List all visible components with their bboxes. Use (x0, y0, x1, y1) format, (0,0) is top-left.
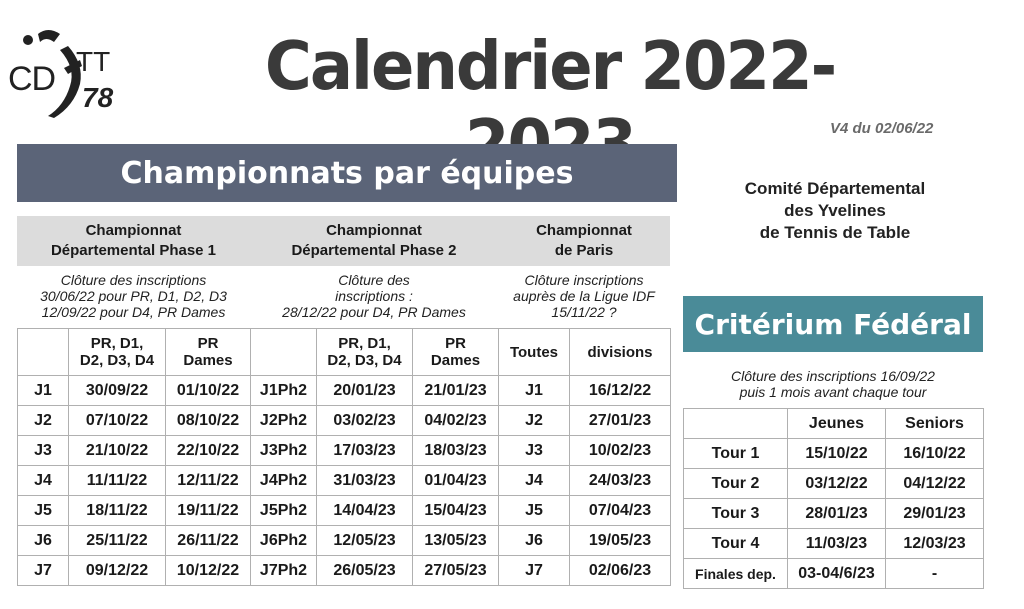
table-cell: 25/11/22 (69, 526, 166, 556)
column-header: PR Dames (413, 329, 499, 376)
note-line: Clôture des inscriptions 16/09/22 (731, 368, 935, 384)
note-paris (498, 272, 670, 320)
section-header-phase2 (250, 216, 498, 266)
column-header: PR, D1, D2, D3, D4 (69, 329, 166, 376)
table-cell: 12/11/22 (166, 466, 251, 496)
page-title: Calendrier 2022- (264, 28, 836, 106)
table-row (18, 526, 671, 556)
table-cell: 15/10/22 (788, 439, 886, 469)
table-cell: 14/04/23 (317, 496, 413, 526)
column-header: PR Dames (166, 329, 251, 376)
logo-cd-text: CD (8, 60, 56, 98)
table-cell: 03/12/22 (788, 469, 886, 499)
table-cell: 10/12/22 (166, 556, 251, 586)
table-cell: 27/01/23 (570, 406, 671, 436)
table-row (18, 556, 671, 586)
table-cell: 24/03/23 (570, 466, 671, 496)
table-cell: 11/11/22 (69, 466, 166, 496)
table-cell: 07/04/23 (570, 496, 671, 526)
table-cell: 12/05/23 (317, 526, 413, 556)
table-cell: 28/01/23 (788, 499, 886, 529)
table-cell: - (886, 559, 984, 589)
table-cell: 27/05/23 (413, 556, 499, 586)
table-cell: 04/02/23 (413, 406, 499, 436)
logo-tt-text: TT (76, 46, 111, 77)
table-row (684, 529, 984, 559)
criterium-schedule-table (683, 408, 984, 589)
cdtt78-logo (8, 28, 128, 118)
section-header-line: Départemental Phase 2 (291, 242, 457, 259)
table-cell: 13/05/23 (413, 526, 499, 556)
comite-line: de Tennis de Table (759, 223, 911, 242)
table-cell: J4 (499, 466, 570, 496)
table-cell: J1 (18, 376, 69, 406)
table-cell: Tour 1 (684, 439, 788, 469)
table-cell: 08/10/22 (166, 406, 251, 436)
table-cell: 21/10/22 (69, 436, 166, 466)
table-cell: J2 (18, 406, 69, 436)
column-header: divisions (570, 329, 671, 376)
table-cell: 15/04/23 (413, 496, 499, 526)
note-phase1 (17, 272, 250, 320)
note-line: 12/09/22 pour D4, PR Dames (41, 304, 226, 320)
table-row (684, 499, 984, 529)
table-cell: 29/01/23 (886, 499, 984, 529)
table-cell: 26/05/23 (317, 556, 413, 586)
table-cell: J5 (499, 496, 570, 526)
table-cell: 10/02/23 (570, 436, 671, 466)
note-line: Clôture des inscriptions (60, 272, 207, 288)
comite-line: des Yvelines (784, 201, 886, 220)
table-cell: 21/01/23 (413, 376, 499, 406)
table-cell: 16/10/22 (886, 439, 984, 469)
table-row (684, 559, 984, 589)
note-line: Clôture des (338, 272, 410, 288)
table-cell: J4 (18, 466, 69, 496)
table-row (18, 496, 671, 526)
table-row (18, 436, 671, 466)
note-line: puis 1 mois avant chaque tour (739, 384, 927, 400)
table-cell: 04/12/22 (886, 469, 984, 499)
table-cell: J2Ph2 (251, 406, 317, 436)
note-criterium (683, 368, 983, 400)
table-row (18, 466, 671, 496)
table-cell: Finales dep. (684, 559, 788, 589)
table-cell: 31/03/23 (317, 466, 413, 496)
section-header-line: Championnat (85, 222, 182, 239)
table-cell: 19/05/23 (570, 526, 671, 556)
table-cell: 11/03/23 (788, 529, 886, 559)
banner-championnats-equipes: Championnats par équipes (17, 144, 677, 202)
table-row (684, 439, 984, 469)
table-cell: 19/11/22 (166, 496, 251, 526)
table-row (18, 406, 671, 436)
table-cell: 20/01/23 (317, 376, 413, 406)
table-cell: J5 (18, 496, 69, 526)
table-cell: J1Ph2 (251, 376, 317, 406)
section-header-phase1 (17, 216, 250, 266)
table-cell: 03-04/6/23 (788, 559, 886, 589)
note-phase2 (250, 272, 498, 320)
column-header: Seniors (886, 409, 984, 439)
table-header-row (18, 329, 671, 376)
table-cell: J6 (499, 526, 570, 556)
table-cell: 12/03/23 (886, 529, 984, 559)
table-header-row (684, 409, 984, 439)
table-cell: 16/12/22 (570, 376, 671, 406)
section-header-paris (498, 216, 670, 266)
table-cell: 01/04/23 (413, 466, 499, 496)
column-header (18, 329, 69, 376)
section-header-line: Championnat (536, 222, 632, 239)
banner-criterium-federal: Critérium Fédéral (683, 296, 983, 352)
table-cell: J7 (18, 556, 69, 586)
column-header (684, 409, 788, 439)
note-line: 15/11/22 ? (551, 304, 617, 320)
table-cell: J1 (499, 376, 570, 406)
note-line: Clôture inscriptions (524, 272, 644, 288)
table-cell: 03/02/23 (317, 406, 413, 436)
note-line: 30/06/22 pour PR, D1, D2, D3 (40, 288, 227, 304)
table-cell: J3Ph2 (251, 436, 317, 466)
note-line: auprès de la Ligue IDF (513, 288, 655, 304)
table-cell: J3 (499, 436, 570, 466)
section-header-line: de Paris (554, 242, 614, 259)
table-cell: 17/03/23 (317, 436, 413, 466)
column-header: Jeunes (788, 409, 886, 439)
table-cell: J6Ph2 (251, 526, 317, 556)
table-row (684, 469, 984, 499)
table-cell: J3 (18, 436, 69, 466)
table-cell: 18/11/22 (69, 496, 166, 526)
table-row (18, 376, 671, 406)
table-cell: J4Ph2 (251, 466, 317, 496)
table-cell: J5Ph2 (251, 496, 317, 526)
version-label: V4 du 02/06/22 (830, 120, 934, 137)
comite-line: Comité Départemental (744, 179, 926, 198)
table-cell: J7 (499, 556, 570, 586)
table-cell: 26/11/22 (166, 526, 251, 556)
table-cell: 01/10/22 (166, 376, 251, 406)
championnat-schedule-table (17, 328, 671, 586)
table-cell: J2 (499, 406, 570, 436)
table-cell: 07/10/22 (69, 406, 166, 436)
table-cell: 18/03/23 (413, 436, 499, 466)
logo-number-text: 78 (82, 82, 114, 113)
table-cell: Tour 4 (684, 529, 788, 559)
section-header-line: Départemental Phase 1 (50, 242, 217, 259)
column-header: PR, D1, D2, D3, D4 (317, 329, 413, 376)
section-header-line: Championnat (326, 222, 422, 239)
note-line: 28/12/22 pour D4, PR Dames (282, 304, 466, 320)
table-cell: Tour 3 (684, 499, 788, 529)
table-cell: J7Ph2 (251, 556, 317, 586)
table-cell: Tour 2 (684, 469, 788, 499)
note-line: inscriptions : (335, 288, 413, 304)
column-header (251, 329, 317, 376)
table-cell: J6 (18, 526, 69, 556)
table-cell: 22/10/22 (166, 436, 251, 466)
table-cell: 02/06/23 (570, 556, 671, 586)
table-cell: 30/09/22 (69, 376, 166, 406)
table-cell: 09/12/22 (69, 556, 166, 586)
comite-block (700, 178, 970, 244)
column-header: Toutes (499, 329, 570, 376)
